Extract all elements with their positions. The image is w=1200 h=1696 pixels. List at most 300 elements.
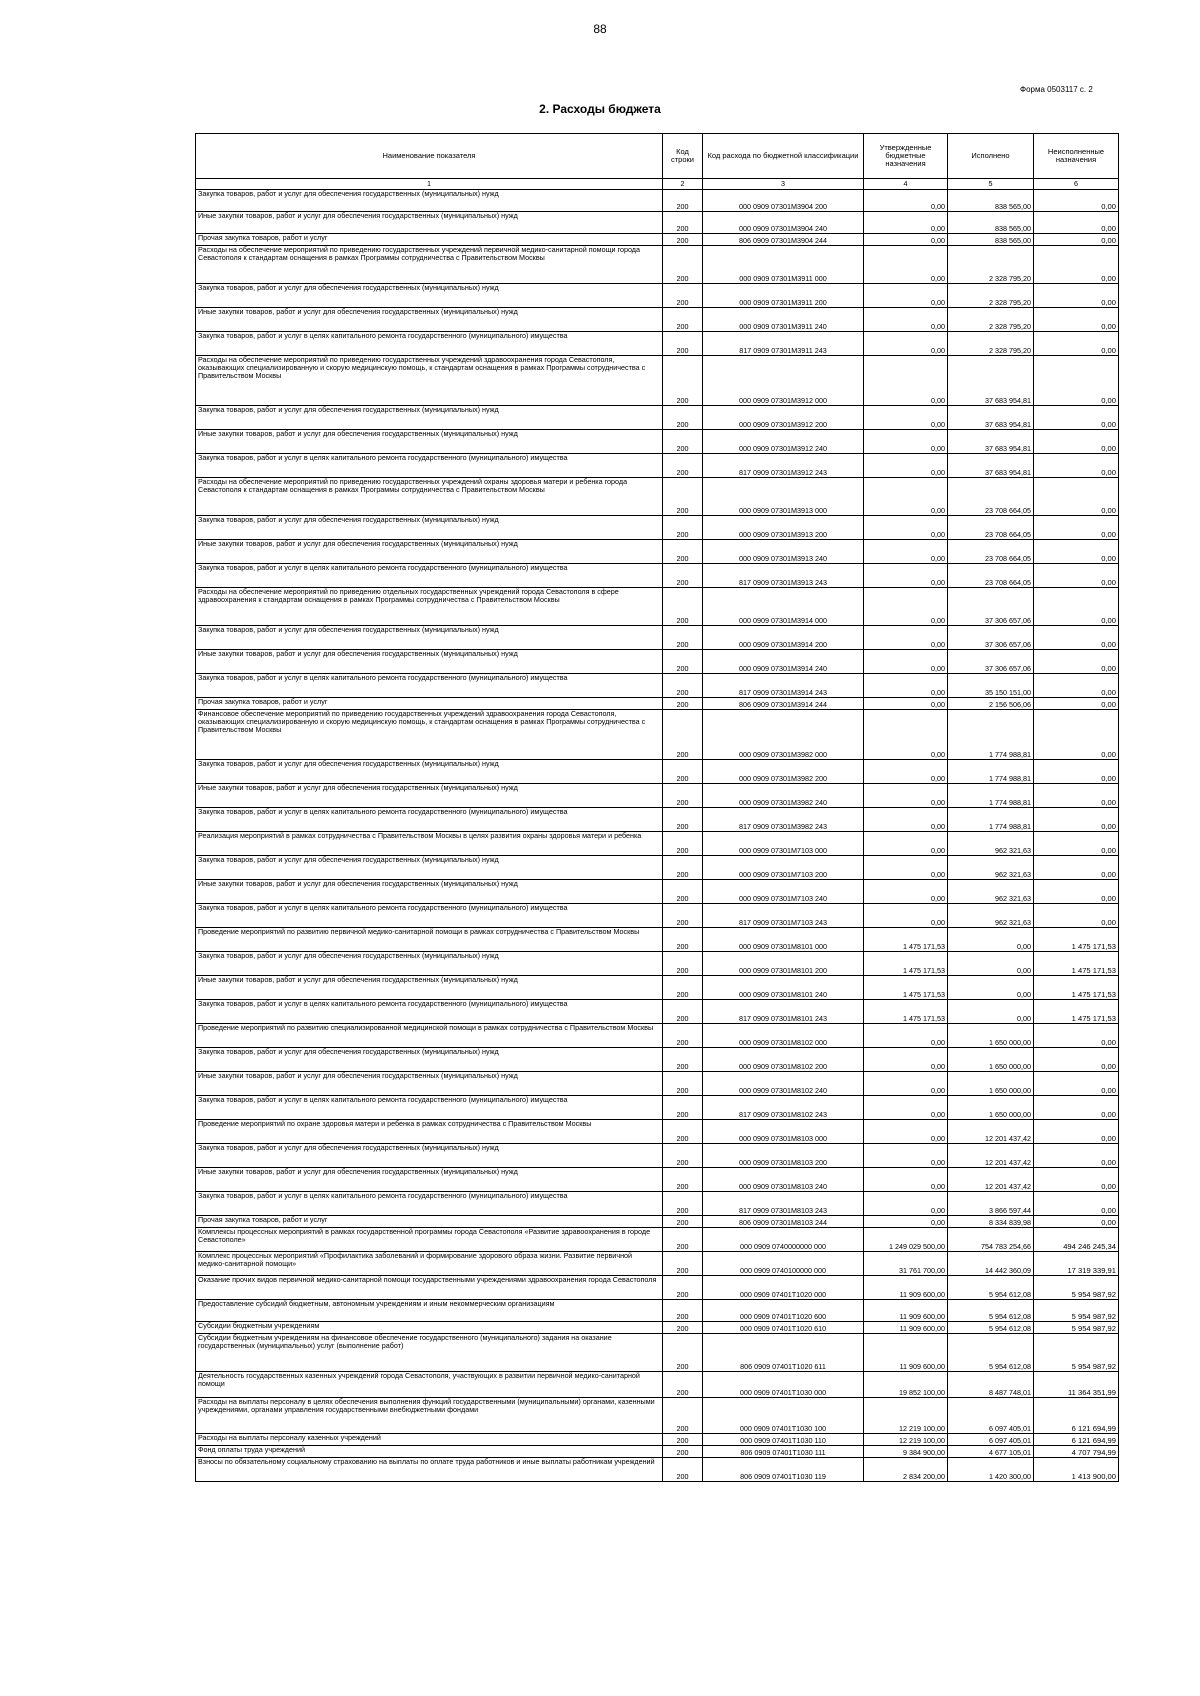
row-name: Закупка товаров, работ и услуг для обеспечения государственных (муниципальных) нужд bbox=[196, 1048, 663, 1072]
row-line-code: 200 bbox=[663, 928, 703, 952]
row-executed: 962 321,63 bbox=[948, 832, 1034, 856]
table-row bbox=[196, 1024, 1119, 1048]
row-budget-code: 806 0909 07401Т1030 111 bbox=[703, 1446, 864, 1458]
column-number: 2 bbox=[663, 179, 703, 190]
row-name: Финансовое обеспечение мероприятий по приведению государственных учреждений здравоохранения города Севастополя, оказывающих специализированную и скорую медицинскую помощь, к стандартам оснащения в рамках Программы сотрудничества с Правительством Москвы bbox=[196, 710, 663, 760]
row-unexecuted: 0,00 bbox=[1034, 832, 1119, 856]
row-approved: 0,00 bbox=[864, 234, 948, 246]
row-line-code: 200 bbox=[663, 1000, 703, 1024]
row-unexecuted: 0,00 bbox=[1034, 246, 1119, 284]
row-executed: 962 321,63 bbox=[948, 856, 1034, 880]
row-unexecuted: 4 707 794,99 bbox=[1034, 1446, 1119, 1458]
table-row bbox=[196, 190, 1119, 212]
row-executed: 0,00 bbox=[948, 976, 1034, 1000]
row-unexecuted: 0,00 bbox=[1034, 190, 1119, 212]
row-unexecuted: 1 413 900,00 bbox=[1034, 1458, 1119, 1482]
table-row bbox=[196, 1372, 1119, 1398]
row-line-code: 200 bbox=[663, 1072, 703, 1096]
row-budget-code: 000 0909 07301М8103 000 bbox=[703, 1120, 864, 1144]
row-executed: 5 954 612,08 bbox=[948, 1300, 1034, 1322]
row-executed: 5 954 612,08 bbox=[948, 1334, 1034, 1372]
row-approved: 9 384 900,00 bbox=[864, 1446, 948, 1458]
row-executed: 2 328 795,20 bbox=[948, 246, 1034, 284]
table-row bbox=[196, 1168, 1119, 1192]
row-approved: 0,00 bbox=[864, 516, 948, 540]
table-row bbox=[196, 356, 1119, 406]
row-unexecuted: 0,00 bbox=[1034, 1216, 1119, 1228]
row-executed: 12 201 437,42 bbox=[948, 1168, 1034, 1192]
header-line-code: Код строки bbox=[663, 134, 703, 179]
row-unexecuted: 0,00 bbox=[1034, 332, 1119, 356]
row-approved: 0,00 bbox=[864, 332, 948, 356]
row-approved: 0,00 bbox=[864, 650, 948, 674]
row-budget-code: 000 0909 07301М8102 240 bbox=[703, 1072, 864, 1096]
row-unexecuted: 0,00 bbox=[1034, 564, 1119, 588]
row-line-code: 200 bbox=[663, 1300, 703, 1322]
row-budget-code: 000 0909 07401Т1020 600 bbox=[703, 1300, 864, 1322]
row-executed: 8 487 748,01 bbox=[948, 1372, 1034, 1398]
row-name: Закупка товаров, работ и услуг для обеспечения государственных (муниципальных) нужд bbox=[196, 406, 663, 430]
table-row bbox=[196, 626, 1119, 650]
table-row bbox=[196, 650, 1119, 674]
row-unexecuted: 0,00 bbox=[1034, 1024, 1119, 1048]
row-executed: 1 650 000,00 bbox=[948, 1024, 1034, 1048]
row-executed: 1 650 000,00 bbox=[948, 1048, 1034, 1072]
row-line-code: 200 bbox=[663, 430, 703, 454]
row-budget-code: 000 0909 0740000000 000 bbox=[703, 1228, 864, 1252]
table-row bbox=[196, 1300, 1119, 1322]
row-budget-code: 000 0909 07301М3913 240 bbox=[703, 540, 864, 564]
table-row bbox=[196, 1228, 1119, 1252]
row-unexecuted: 0,00 bbox=[1034, 856, 1119, 880]
table-row bbox=[196, 904, 1119, 928]
row-budget-code: 000 0909 07301М3982 200 bbox=[703, 760, 864, 784]
table-row bbox=[196, 1096, 1119, 1120]
row-line-code: 200 bbox=[663, 1446, 703, 1458]
table-row bbox=[196, 1000, 1119, 1024]
row-budget-code: 817 0909 07301М3913 243 bbox=[703, 564, 864, 588]
row-budget-code: 000 0909 07301М3914 200 bbox=[703, 626, 864, 650]
row-line-code: 200 bbox=[663, 808, 703, 832]
row-executed: 23 708 664,05 bbox=[948, 564, 1034, 588]
table-row bbox=[196, 698, 1119, 710]
row-executed: 5 954 612,08 bbox=[948, 1322, 1034, 1334]
row-line-code: 200 bbox=[663, 760, 703, 784]
row-approved: 2 834 200,00 bbox=[864, 1458, 948, 1482]
row-unexecuted: 0,00 bbox=[1034, 234, 1119, 246]
row-executed: 35 150 151,00 bbox=[948, 674, 1034, 698]
row-approved: 1 475 171,53 bbox=[864, 1000, 948, 1024]
row-approved: 0,00 bbox=[864, 710, 948, 760]
row-approved: 0,00 bbox=[864, 190, 948, 212]
row-approved: 0,00 bbox=[864, 1192, 948, 1216]
row-unexecuted: 0,00 bbox=[1034, 808, 1119, 832]
row-unexecuted: 494 246 245,34 bbox=[1034, 1228, 1119, 1252]
row-budget-code: 000 0909 07301М3904 200 bbox=[703, 190, 864, 212]
row-line-code: 200 bbox=[663, 976, 703, 1000]
row-approved: 0,00 bbox=[864, 246, 948, 284]
form-label: Форма 0503117 с. 2 bbox=[1020, 85, 1093, 94]
row-unexecuted: 5 954 987,92 bbox=[1034, 1276, 1119, 1300]
row-approved: 11 909 600,00 bbox=[864, 1300, 948, 1322]
row-line-code: 200 bbox=[663, 1228, 703, 1252]
row-approved: 11 909 600,00 bbox=[864, 1276, 948, 1300]
table-row bbox=[196, 1072, 1119, 1096]
table-row bbox=[196, 1334, 1119, 1372]
row-name: Прочая закупка товаров, работ и услуг bbox=[196, 234, 663, 246]
table-row bbox=[196, 1216, 1119, 1228]
row-name: Иные закупки товаров, работ и услуг для обеспечения государственных (муниципальных) нужд bbox=[196, 784, 663, 808]
row-approved: 0,00 bbox=[864, 284, 948, 308]
row-budget-code: 000 0909 07401Т1030 110 bbox=[703, 1434, 864, 1446]
row-executed: 37 683 954,81 bbox=[948, 406, 1034, 430]
row-unexecuted: 0,00 bbox=[1034, 626, 1119, 650]
row-approved: 1 475 171,53 bbox=[864, 928, 948, 952]
header-unexecuted: Неисполненные назначения bbox=[1034, 134, 1119, 179]
row-name: Расходы на обеспечение мероприятий по приведению государственных учреждений здравоохранения города Севастополя, оказывающих специализированную и скорую медицинскую помощь, к стандартам оснащения в рамках Программы сотрудничества с Правительством Москвы bbox=[196, 356, 663, 406]
row-name: Иные закупки товаров, работ и услуг для обеспечения государственных (муниципальных) нужд bbox=[196, 976, 663, 1000]
row-name: Взносы по обязательному социальному страхованию на выплаты по оплате труда работников и иные выплаты работникам учреждений bbox=[196, 1458, 663, 1482]
table-row bbox=[196, 952, 1119, 976]
row-name: Закупка товаров, работ и услуг для обеспечения государственных (муниципальных) нужд bbox=[196, 952, 663, 976]
row-line-code: 200 bbox=[663, 880, 703, 904]
row-executed: 12 201 437,42 bbox=[948, 1120, 1034, 1144]
row-budget-code: 000 0909 07301М3912 240 bbox=[703, 430, 864, 454]
row-line-code: 200 bbox=[663, 1372, 703, 1398]
row-budget-code: 817 0909 07301М3982 243 bbox=[703, 808, 864, 832]
row-line-code: 200 bbox=[663, 588, 703, 626]
row-budget-code: 000 0909 07401Т1030 100 bbox=[703, 1398, 864, 1434]
row-budget-code: 000 0909 07301М8101 200 bbox=[703, 952, 864, 976]
row-name: Иные закупки товаров, работ и услуг для обеспечения государственных (муниципальных) нужд bbox=[196, 880, 663, 904]
row-budget-code: 000 0909 0740100000 000 bbox=[703, 1252, 864, 1276]
row-name: Закупка товаров, работ и услуг в целях капитального ремонта государственного (муниципального) имущества bbox=[196, 564, 663, 588]
row-name: Закупка товаров, работ и услуг в целях капитального ремонта государственного (муниципального) имущества bbox=[196, 674, 663, 698]
row-approved: 0,00 bbox=[864, 1024, 948, 1048]
row-approved: 12 219 100,00 bbox=[864, 1434, 948, 1446]
row-executed: 1 420 300,00 bbox=[948, 1458, 1034, 1482]
row-line-code: 200 bbox=[663, 1216, 703, 1228]
row-budget-code: 817 0909 07301М3912 243 bbox=[703, 454, 864, 478]
row-budget-code: 000 0909 07401Т1020 610 bbox=[703, 1322, 864, 1334]
row-name: Закупка товаров, работ и услуг в целях капитального ремонта государственного (муниципального) имущества bbox=[196, 1096, 663, 1120]
row-unexecuted: 0,00 bbox=[1034, 308, 1119, 332]
table-row bbox=[196, 516, 1119, 540]
row-name: Субсидии бюджетным учреждениям bbox=[196, 1322, 663, 1334]
row-line-code: 200 bbox=[663, 1144, 703, 1168]
table-row bbox=[196, 1398, 1119, 1434]
row-budget-code: 000 0909 07301М3913 000 bbox=[703, 478, 864, 516]
column-numbers-row bbox=[196, 179, 1119, 190]
row-approved: 0,00 bbox=[864, 1216, 948, 1228]
row-name: Субсидии бюджетным учреждениям на финансовое обеспечение государственного (муниципального) задания на оказание государственных (муниципальных) услуг (выполнение работ) bbox=[196, 1334, 663, 1372]
row-executed: 962 321,63 bbox=[948, 880, 1034, 904]
row-line-code: 200 bbox=[663, 626, 703, 650]
table-row bbox=[196, 540, 1119, 564]
table-row bbox=[196, 246, 1119, 284]
table-row bbox=[196, 284, 1119, 308]
row-executed: 2 156 506,06 bbox=[948, 698, 1034, 710]
row-unexecuted: 0,00 bbox=[1034, 760, 1119, 784]
row-budget-code: 000 0909 07301М7103 200 bbox=[703, 856, 864, 880]
row-name: Закупка товаров, работ и услуг для обеспечения государственных (муниципальных) нужд bbox=[196, 516, 663, 540]
row-name: Расходы на выплаты персоналу казенных учреждений bbox=[196, 1434, 663, 1446]
row-budget-code: 806 0909 07301М8103 244 bbox=[703, 1216, 864, 1228]
row-budget-code: 000 0909 07401Т1030 000 bbox=[703, 1372, 864, 1398]
row-line-code: 200 bbox=[663, 832, 703, 856]
row-unexecuted: 0,00 bbox=[1034, 516, 1119, 540]
table-body bbox=[196, 190, 1119, 1482]
row-unexecuted: 0,00 bbox=[1034, 284, 1119, 308]
row-executed: 1 774 988,81 bbox=[948, 784, 1034, 808]
row-approved: 0,00 bbox=[864, 760, 948, 784]
row-name: Расходы на обеспечение мероприятий по приведению государственных учреждений первичной медико-санитарной помощи города Севастополя к стандартам оснащения в рамках Программы сотрудничества с Правительством Москвы bbox=[196, 246, 663, 284]
table-row bbox=[196, 454, 1119, 478]
table-row bbox=[196, 784, 1119, 808]
row-unexecuted: 11 364 351,99 bbox=[1034, 1372, 1119, 1398]
row-approved: 0,00 bbox=[864, 1072, 948, 1096]
row-budget-code: 000 0909 07301М3914 000 bbox=[703, 588, 864, 626]
row-unexecuted: 1 475 171,53 bbox=[1034, 976, 1119, 1000]
row-name: Иные закупки товаров, работ и услуг для обеспечения государственных (муниципальных) нужд bbox=[196, 308, 663, 332]
row-name: Закупка товаров, работ и услуг для обеспечения государственных (муниципальных) нужд bbox=[196, 760, 663, 784]
row-line-code: 200 bbox=[663, 246, 703, 284]
row-executed: 37 306 657,06 bbox=[948, 626, 1034, 650]
row-budget-code: 000 0909 07301М3912 000 bbox=[703, 356, 864, 406]
column-number: 5 bbox=[948, 179, 1034, 190]
table-row bbox=[196, 856, 1119, 880]
row-budget-code: 000 0909 07301М8102 200 bbox=[703, 1048, 864, 1072]
row-approved: 0,00 bbox=[864, 808, 948, 832]
row-name: Иные закупки товаров, работ и услуг для обеспечения государственных (муниципальных) нужд bbox=[196, 430, 663, 454]
row-budget-code: 806 0909 07401Т1030 119 bbox=[703, 1458, 864, 1482]
table-row bbox=[196, 928, 1119, 952]
row-line-code: 200 bbox=[663, 454, 703, 478]
row-name: Иные закупки товаров, работ и услуг для обеспечения государственных (муниципальных) нужд bbox=[196, 1168, 663, 1192]
row-unexecuted: 17 319 339,91 bbox=[1034, 1252, 1119, 1276]
row-executed: 1 774 988,81 bbox=[948, 808, 1034, 832]
row-line-code: 200 bbox=[663, 540, 703, 564]
row-line-code: 200 bbox=[663, 1024, 703, 1048]
row-approved: 0,00 bbox=[864, 1096, 948, 1120]
row-approved: 0,00 bbox=[864, 880, 948, 904]
row-name: Иные закупки товаров, работ и услуг для обеспечения государственных (муниципальных) нужд bbox=[196, 650, 663, 674]
row-name: Закупка товаров, работ и услуг в целях капитального ремонта государственного (муниципального) имущества bbox=[196, 1000, 663, 1024]
table-row bbox=[196, 710, 1119, 760]
row-line-code: 200 bbox=[663, 1168, 703, 1192]
row-name: Закупка товаров, работ и услуг в целях капитального ремонта государственного (муниципального) имущества bbox=[196, 808, 663, 832]
row-executed: 1 650 000,00 bbox=[948, 1096, 1034, 1120]
row-unexecuted: 1 475 171,53 bbox=[1034, 1000, 1119, 1024]
row-line-code: 200 bbox=[663, 308, 703, 332]
row-unexecuted: 0,00 bbox=[1034, 904, 1119, 928]
table-row bbox=[196, 1322, 1119, 1334]
row-line-code: 200 bbox=[663, 212, 703, 234]
table-row bbox=[196, 1434, 1119, 1446]
table-row bbox=[196, 880, 1119, 904]
row-approved: 1 249 029 500,00 bbox=[864, 1228, 948, 1252]
row-executed: 37 683 954,81 bbox=[948, 356, 1034, 406]
row-budget-code: 000 0909 07301М3911 000 bbox=[703, 246, 864, 284]
row-line-code: 200 bbox=[663, 284, 703, 308]
row-executed: 37 683 954,81 bbox=[948, 454, 1034, 478]
row-approved: 1 475 171,53 bbox=[864, 952, 948, 976]
row-line-code: 200 bbox=[663, 904, 703, 928]
table-row bbox=[196, 478, 1119, 516]
row-line-code: 200 bbox=[663, 356, 703, 406]
row-approved: 0,00 bbox=[864, 1120, 948, 1144]
row-budget-code: 817 0909 07301М8101 243 bbox=[703, 1000, 864, 1024]
table-row bbox=[196, 1446, 1119, 1458]
row-budget-code: 806 0909 07301М3904 244 bbox=[703, 234, 864, 246]
row-budget-code: 000 0909 07301М8103 240 bbox=[703, 1168, 864, 1192]
row-line-code: 200 bbox=[663, 856, 703, 880]
row-executed: 4 677 105,01 bbox=[948, 1446, 1034, 1458]
row-line-code: 200 bbox=[663, 1276, 703, 1300]
row-unexecuted: 0,00 bbox=[1034, 356, 1119, 406]
row-name: Закупка товаров, работ и услуг для обеспечения государственных (муниципальных) нужд bbox=[196, 626, 663, 650]
row-name: Проведение мероприятий по развитию специализированной медицинской помощи в рамках сотрудничества с Правительством Москвы bbox=[196, 1024, 663, 1048]
row-executed: 37 683 954,81 bbox=[948, 430, 1034, 454]
row-unexecuted: 0,00 bbox=[1034, 454, 1119, 478]
row-budget-code: 806 0909 07301М3914 244 bbox=[703, 698, 864, 710]
table-row bbox=[196, 212, 1119, 234]
row-name: Закупка товаров, работ и услуг в целях капитального ремонта государственного (муниципального) имущества bbox=[196, 454, 663, 478]
row-executed: 37 306 657,06 bbox=[948, 650, 1034, 674]
row-executed: 5 954 612,08 bbox=[948, 1276, 1034, 1300]
row-approved: 31 761 700,00 bbox=[864, 1252, 948, 1276]
row-executed: 23 708 664,05 bbox=[948, 516, 1034, 540]
row-budget-code: 817 0909 07301М3911 243 bbox=[703, 332, 864, 356]
row-unexecuted: 0,00 bbox=[1034, 1048, 1119, 1072]
row-name: Проведение мероприятий по охране здоровья матери и ребенка в рамках сотрудничества с Правительством Москвы bbox=[196, 1120, 663, 1144]
row-name: Фонд оплаты труда учреждений bbox=[196, 1446, 663, 1458]
row-executed: 6 097 405,01 bbox=[948, 1434, 1034, 1446]
column-number: 6 bbox=[1034, 179, 1119, 190]
row-unexecuted: 0,00 bbox=[1034, 650, 1119, 674]
row-unexecuted: 5 954 987,92 bbox=[1034, 1322, 1119, 1334]
row-name: Комплексы процессных мероприятий в рамках государственной программы города Севастополя «Развитие здравоохранения в городе Севастополе» bbox=[196, 1228, 663, 1252]
column-number: 1 bbox=[196, 179, 663, 190]
row-budget-code: 000 0909 07301М7103 240 bbox=[703, 880, 864, 904]
row-approved: 12 219 100,00 bbox=[864, 1398, 948, 1434]
row-budget-code: 000 0909 07301М3904 240 bbox=[703, 212, 864, 234]
table-row bbox=[196, 1144, 1119, 1168]
row-name: Закупка товаров, работ и услуг в целях капитального ремонта государственного (муниципального) имущества bbox=[196, 904, 663, 928]
row-name: Предоставление субсидий бюджетным, автономным учреждениям и иным некоммерческим организациям bbox=[196, 1300, 663, 1322]
row-line-code: 200 bbox=[663, 698, 703, 710]
row-line-code: 200 bbox=[663, 478, 703, 516]
row-unexecuted: 6 121 694,99 bbox=[1034, 1398, 1119, 1434]
row-executed: 14 442 360,09 bbox=[948, 1252, 1034, 1276]
row-approved: 0,00 bbox=[864, 212, 948, 234]
row-executed: 8 334 839,98 bbox=[948, 1216, 1034, 1228]
table-row bbox=[196, 332, 1119, 356]
row-executed: 2 328 795,20 bbox=[948, 332, 1034, 356]
row-name: Расходы на выплаты персоналу в целях обеспечения выполнения функций государственными (муниципальными) органами, казенными учреждениями, органами управления государственными внебюджетными фондами bbox=[196, 1398, 663, 1434]
row-budget-code: 000 0909 07301М3912 200 bbox=[703, 406, 864, 430]
row-line-code: 200 bbox=[663, 1334, 703, 1372]
row-executed: 37 306 657,06 bbox=[948, 588, 1034, 626]
row-budget-code: 000 0909 07301М8101 000 bbox=[703, 928, 864, 952]
row-name: Закупка товаров, работ и услуг для обеспечения государственных (муниципальных) нужд bbox=[196, 1144, 663, 1168]
row-budget-code: 817 0909 07301М7103 243 bbox=[703, 904, 864, 928]
table-row bbox=[196, 832, 1119, 856]
table-row bbox=[196, 1276, 1119, 1300]
row-name: Деятельность государственных казенных учреждений города Севастополя, участвующих в развитии первичной медико-санитарной помощи bbox=[196, 1372, 663, 1398]
table-row bbox=[196, 1192, 1119, 1216]
row-unexecuted: 0,00 bbox=[1034, 1192, 1119, 1216]
row-unexecuted: 1 475 171,53 bbox=[1034, 928, 1119, 952]
row-executed: 12 201 437,42 bbox=[948, 1144, 1034, 1168]
row-budget-code: 000 0909 07401Т1020 000 bbox=[703, 1276, 864, 1300]
row-name: Прочая закупка товаров, работ и услуг bbox=[196, 1216, 663, 1228]
row-approved: 0,00 bbox=[864, 588, 948, 626]
row-name: Реализация мероприятий в рамках сотрудничества с Правительством Москвы в целях развития охраны здоровья матери и ребенка bbox=[196, 832, 663, 856]
row-line-code: 200 bbox=[663, 1096, 703, 1120]
row-name: Закупка товаров, работ и услуг для обеспечения государственных (муниципальных) нужд bbox=[196, 190, 663, 212]
row-executed: 0,00 bbox=[948, 1000, 1034, 1024]
row-unexecuted: 0,00 bbox=[1034, 588, 1119, 626]
row-budget-code: 000 0909 07301М7103 000 bbox=[703, 832, 864, 856]
row-name: Закупка товаров, работ и услуг в целях капитального ремонта государственного (муниципального) имущества bbox=[196, 1192, 663, 1216]
table-row bbox=[196, 588, 1119, 626]
row-executed: 2 328 795,20 bbox=[948, 284, 1034, 308]
row-name: Закупка товаров, работ и услуг для обеспечения государственных (муниципальных) нужд bbox=[196, 856, 663, 880]
row-line-code: 200 bbox=[663, 1048, 703, 1072]
row-name: Расходы на обеспечение мероприятий по приведению отдельных государственных учреждений города Севастополя в сфере здравоохранения к стандартам оснащения в рамках Программы сотрудничества с Правительством Москвы bbox=[196, 588, 663, 626]
row-unexecuted: 0,00 bbox=[1034, 1120, 1119, 1144]
row-approved: 0,00 bbox=[864, 430, 948, 454]
row-unexecuted: 0,00 bbox=[1034, 540, 1119, 564]
row-unexecuted: 0,00 bbox=[1034, 1096, 1119, 1120]
row-executed: 1 774 988,81 bbox=[948, 760, 1034, 784]
row-budget-code: 817 0909 07301М3914 243 bbox=[703, 674, 864, 698]
row-unexecuted: 0,00 bbox=[1034, 784, 1119, 808]
row-unexecuted: 1 475 171,53 bbox=[1034, 952, 1119, 976]
row-approved: 19 852 100,00 bbox=[864, 1372, 948, 1398]
row-approved: 11 909 600,00 bbox=[864, 1334, 948, 1372]
row-unexecuted: 0,00 bbox=[1034, 1072, 1119, 1096]
row-approved: 0,00 bbox=[864, 904, 948, 928]
row-approved: 0,00 bbox=[864, 308, 948, 332]
row-approved: 0,00 bbox=[864, 478, 948, 516]
header-approved: Утвержденные бюджетные назначения bbox=[864, 134, 948, 179]
row-approved: 0,00 bbox=[864, 406, 948, 430]
table-row bbox=[196, 406, 1119, 430]
table-row bbox=[196, 1048, 1119, 1072]
row-unexecuted: 0,00 bbox=[1034, 212, 1119, 234]
row-line-code: 200 bbox=[663, 1434, 703, 1446]
row-budget-code: 000 0909 07301М8101 240 bbox=[703, 976, 864, 1000]
row-unexecuted: 0,00 bbox=[1034, 1168, 1119, 1192]
table-row bbox=[196, 430, 1119, 454]
row-executed: 3 866 597,44 bbox=[948, 1192, 1034, 1216]
row-line-code: 200 bbox=[663, 332, 703, 356]
row-name: Расходы на обеспечение мероприятий по приведению государственных учреждений охраны здоровья матери и ребенка города Севастополя к стандартам оснащения в рамках Программы сотрудничества с Правительством Москвы bbox=[196, 478, 663, 516]
expenses-table bbox=[195, 133, 1119, 1482]
row-name: Комплекс процессных мероприятий «Профилактика заболеваний и формирование здорового образа жизни. Развитие первичной медико-санитарной помощи» bbox=[196, 1252, 663, 1276]
row-line-code: 200 bbox=[663, 710, 703, 760]
row-unexecuted: 0,00 bbox=[1034, 674, 1119, 698]
row-executed: 23 708 664,05 bbox=[948, 478, 1034, 516]
row-line-code: 200 bbox=[663, 674, 703, 698]
row-executed: 0,00 bbox=[948, 928, 1034, 952]
row-unexecuted: 5 954 987,92 bbox=[1034, 1334, 1119, 1372]
table-row bbox=[196, 308, 1119, 332]
table-row bbox=[196, 1252, 1119, 1276]
row-approved: 0,00 bbox=[864, 540, 948, 564]
